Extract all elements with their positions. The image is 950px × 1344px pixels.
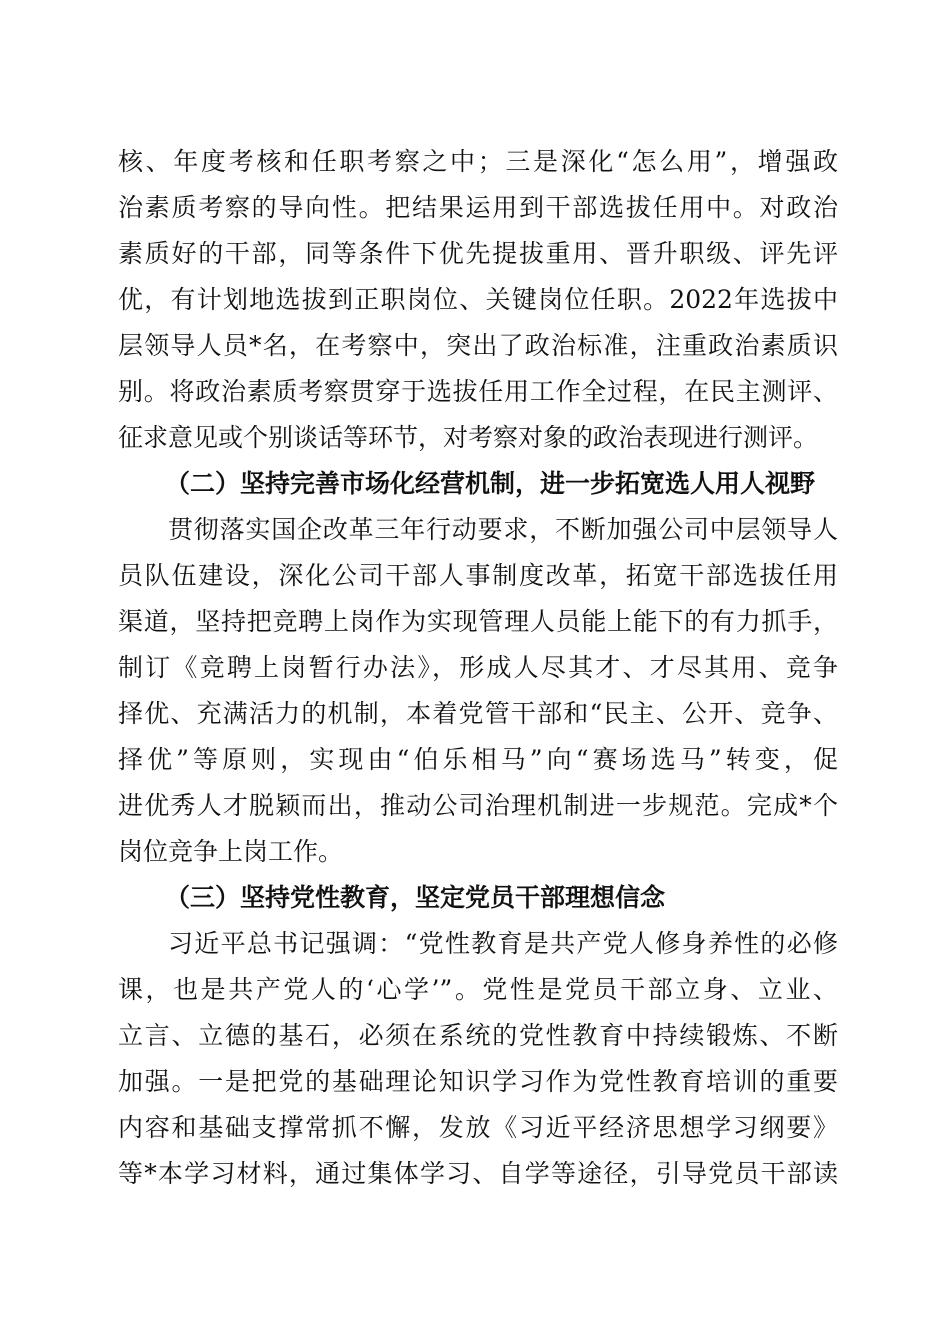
body-text-line: 课，也是共产党人的‘心学’”。党性是党员干部立身、立业、 bbox=[118, 975, 838, 1004]
body-text-line: 治素质考察的导向性。把结果运用到干部选拔任用中。对政治 bbox=[118, 193, 838, 222]
body-text-line: 层领导人员*名，在考察中，突出了政治标准，注重政治素质识 bbox=[118, 331, 838, 360]
body-text-line: 岗位竞争上岗工作。 bbox=[118, 837, 344, 866]
body-text-line: 优，有计划地选拔到正职岗位、关键岗位任职。2022年选拔中 bbox=[118, 285, 838, 314]
body-text-line: 素质好的干部，同等条件下优先提拔重用、晋升职级、评先评 bbox=[118, 239, 838, 268]
body-text-line: 择优、充满活力的机制，本着党管干部和“民主、公开、竞争、 bbox=[118, 699, 838, 728]
body-text-line: 征求意见或个别谈话等环节，对考察对象的政治表现进行测评。 bbox=[118, 423, 819, 452]
section-heading: （三）坚持党性教育，坚定党员干部理想信念 bbox=[165, 883, 666, 912]
body-text-line: 立言、立德的基石，必须在系统的党性教育中持续锻炼、不断 bbox=[118, 1021, 838, 1050]
body-text-line: 内容和基础支撑常抓不懈，发放《习近平经济思想学习纲要》 bbox=[118, 1113, 838, 1142]
body-text-line: 制订《竞聘上岗暂行办法》，形成人尽其才、才尽其用、竞争 bbox=[118, 653, 838, 682]
body-text-line: 员队伍建设，深化公司干部人事制度改革，拓宽干部选拔任用 bbox=[118, 561, 838, 590]
section-heading: （二）坚持完善市场化经营机制，进一步拓宽选人用人视野 bbox=[165, 469, 816, 498]
body-text-line: 择优”等原则，实现由“伯乐相马”向“赛场选马”转变，促 bbox=[118, 745, 838, 774]
body-text-line: 核、年度考核和任职考察之中；三是深化“怎么用”，增强政 bbox=[118, 147, 838, 176]
body-text-line: 贯彻落实国企改革三年行动要求，不断加强公司中层领导人 bbox=[168, 515, 838, 544]
body-text-line: 别。将政治素质考察贯穿于选拔任用工作全过程，在民主测评、 bbox=[118, 377, 838, 406]
body-text-line: 渠道，坚持把竞聘上岗作为实现管理人员能上能下的有力抓手， bbox=[118, 607, 838, 636]
body-text-line: 加强。一是把党的基础理论知识学习作为党性教育培训的重要 bbox=[118, 1067, 838, 1096]
body-text-line: 等*本学习材料，通过集体学习、自学等途径，引导党员干部读 bbox=[118, 1159, 838, 1188]
body-text-line: 习近平总书记强调：“党性教育是共产党人修身养性的必修 bbox=[168, 929, 838, 958]
body-text-line: 进优秀人才脱颖而出，推动公司治理机制进一步规范。完成*个 bbox=[118, 791, 838, 820]
